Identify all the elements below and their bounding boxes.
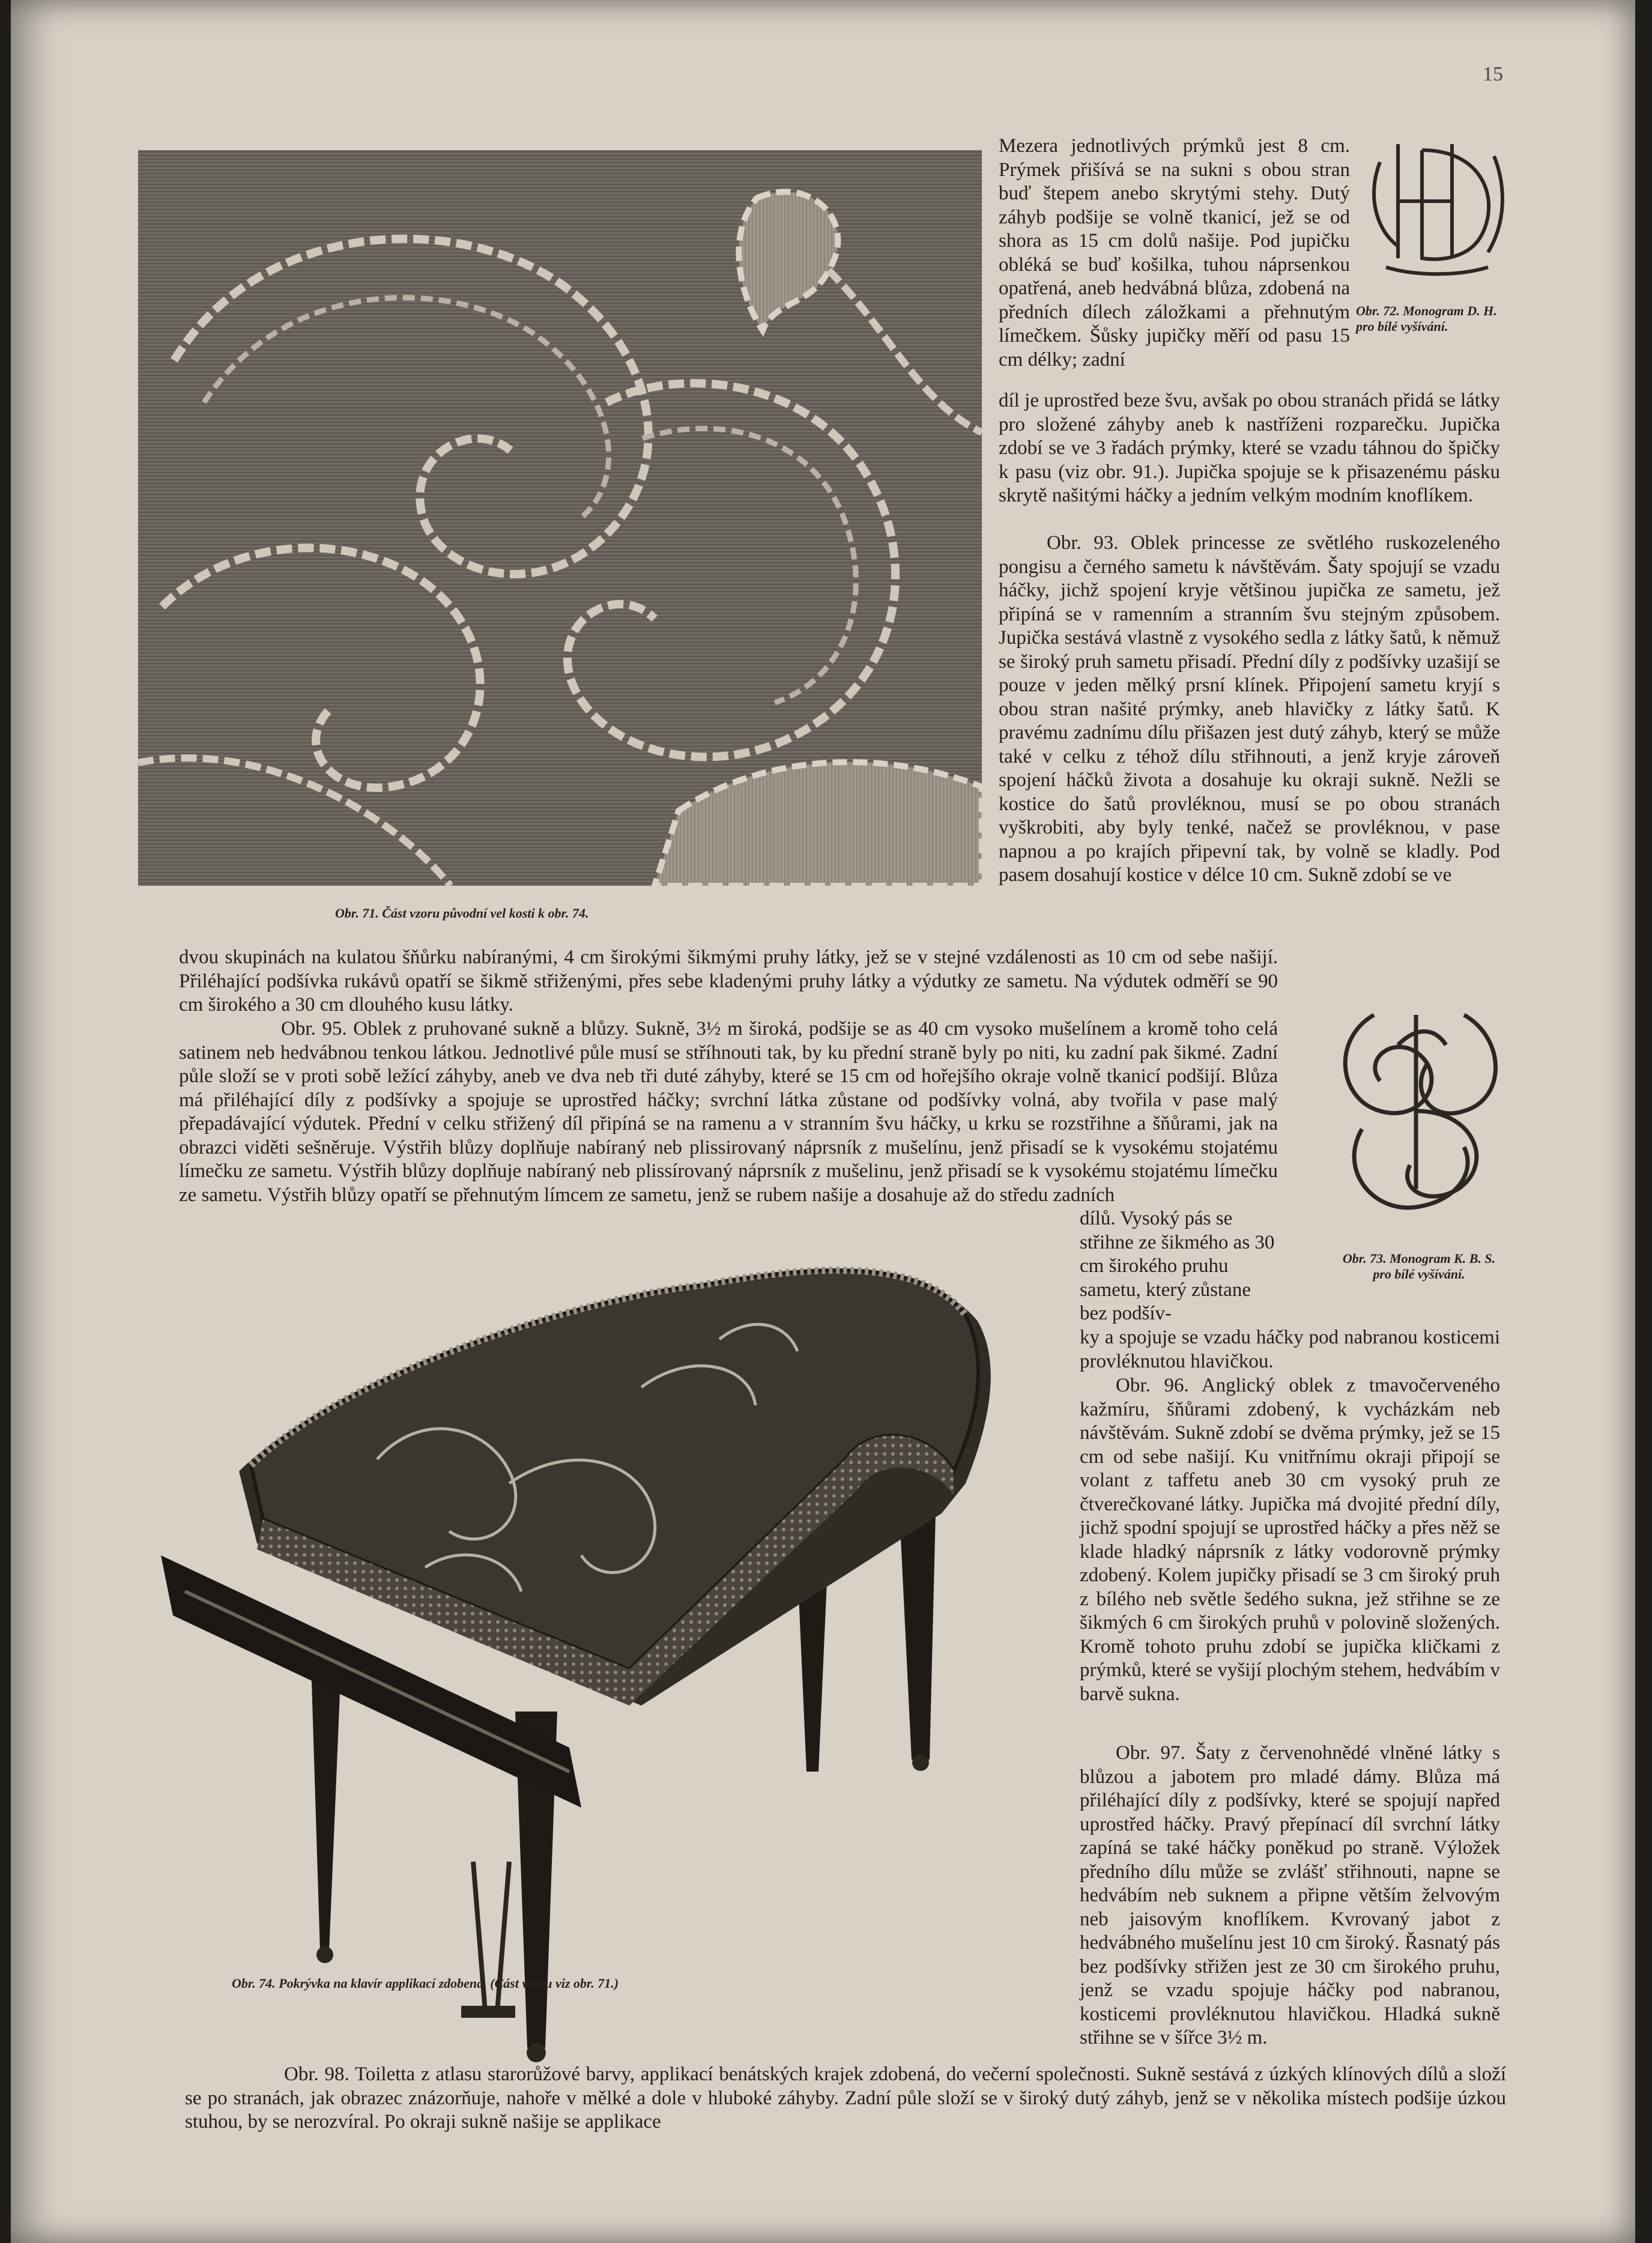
figure-71-pattern: [138, 150, 982, 886]
figure-73-monogram: [1326, 991, 1518, 1231]
paragraph-3: Obr. 93. Oblek princesse ze světlého ruskozeleného pongisu a černého sametu k návštěvám. Šaty spojují se vzadu háčky, jichž spojení kryje většinou jupička ze sametu, jež připíná se v ramenním a stranním švu stejným způsobem. Jupička sestává vlastně z vysokého sedla z látky šatů, k němuž se široký pruh sametu přisadí. Přední díly z podšívky uzašijí se pouze v jeden mělký prsní klínek. Připojení sametu kryjí s obou stran našité prýmky, aneb hlavičky z látky šatů. K pravému zadnímu dílu přišazen jest dutý záhyb, který se může také v celku z téhož dílu střihnouti, a jenž kryje zároveň spojení háčků života a dosahuje ku okraji sukně. Nežli se kostice do šatů provléknou, musí se po obou stranách vyškrobiti, aby byly tenké, načež se provléknou, v pase napnou a po krajích připevní tak, by volně se kladly. Pod pasem dosahují kostice v délce 10 cm. Sukně zdobí se ve: [999, 532, 1500, 886]
paragraph-4: dvou skupinách na kulatou šňůrku nabíranými, 4 cm širokými šikmými pruhy látky, jež se v stejné vzdálenosti as 10 cm od sebe našijí. Přiléhající podšívka rukávů opatří se šikmě střiženými, přes sebe kladenými pruhy látky a výdutky ze sametu. Na výdutek odměří se 90 cm širokého a 30 cm dlouhého kusu látky.: [179, 946, 1278, 1016]
figure-72-monogram: [1362, 126, 1512, 282]
magazine-page: [11, 0, 1635, 2243]
monogram-dh-image: [1362, 126, 1512, 282]
figure-74-caption: Obr. 74. Pokrývka na klavír applikací zdobená. (Část vzoru viz obr. 71.): [231, 1976, 619, 1991]
paragraph-9: Obr. 97. Šaty z červenohnědé vlněné látky s blůzou a jabotem pro mladé dámy. Blůza má přiléhající díly z podšívky, které se spojují napřed uprostřed háčky. Pravý přepínací díl svrchní látky zapíná se také háčky poněkud po straně. Výložek předního dílu může se zvlášť střihnouti, napne se hedvábím neb suknem a připne větším želvovým neb jaisovým knoflíkem. Kvrovaný jabot z hedvábného mušelínu jest 10 cm široký. Řasnatý pás bez podšívky střižen jest ze 30 cm širokého pruhu, jenž se vzadu spojuje háčky pod nabranou, kosticemi provléknutou hlavičkou. Hladká sukně střihne se v šířce 3½ m.: [1080, 1742, 1500, 2048]
paragraph-10: Obr. 98. Toiletta z atlasu starorůžové barvy, applikací benátských krajek zdobená, do večerní společnosti. Sukně sestává z úzkých klínových dílů a složí se po stranách, jak obrazec znázorňuje, nahoře v mělké a dole v hluboké záhyby. Zadní půle složí se v široký dutý záhyb, jenž se v několika místech podšije úzkou stuhou, by se nerozvíral. Po okraji sukně našije se applikace: [185, 2063, 1506, 2133]
paragraph-2: díl je uprostřed beze švu, avšak po obou stranách přidá se látky pro složené záhyby aneb k nastříženi rozparečku. Jupička zdobí se ve 3 řadách prýmky, které se vzadu táhnou do špičky k pasu (viz obr. 91.). Jupička spojuje se k přisazenému pásku skrytě našitými háčky a jedním velkým modním knoflíkem.: [999, 390, 1500, 506]
page-number: 15: [1483, 63, 1503, 85]
appliqué-pattern-image: [138, 150, 982, 886]
grand-piano-image: [149, 1231, 1002, 2087]
figure-72-caption: Obr. 72. Monogram D. H. pro bílé vyšívání.: [1356, 303, 1497, 334]
paragraph-6: dílů. Vysoký pás se střihne ze šikmého as 30 cm širokého pruhu sametu, který zůstane bez podšív-: [1080, 1208, 1275, 1324]
paragraph-5: Obr. 95. Oblek z pruhované sukně a blůzy. Sukně, 3½ m široká, podšije se as 40 cm vysoko mušelínem a kromě toho celá satinem neb hedvábnou tenkou látkou. Jednotlivé půle musí se stříhnouti tak, by ku přední straně byly po niti, ku zadní pak šikmé. Zadní půle složí se v proti sobě ležící záhyby, aneb ve dva neb tři duté záhyby, které se 15 cm od hořejšího okraje volně tkanicí podšijí. Blůza má přiléhající díly z podšívky a spojuje se uprostřed háčky; svrchní látka zůstane od podšívky volná, aby tvořila v pase malý přepadávající výdutek. Přední v celku střižený díl připíná se na ramenu a v stranním švu háčky, u krku se rozstřihne a šňůrami, jak na obrazci viděti sešněruje. Výstřih blůzy doplňuje nabíraný neb plissirovaný náprsník z mušelínu, jenž přisadí se k vysokému stojatému límečku ze sametu. Výstřih blůzy doplňuje nabíraný neb plissírovaný náprsník z mušelinu, jenž přisadí se k vysokému stojatému límečku ze sametu. Výstřih blůzy opatří se přehnutým límcem ze sametu, jenž se rubem našije a dosahuje až do středu zadních: [179, 1018, 1278, 1206]
monogram-kbs-image: [1326, 991, 1518, 1231]
paragraph-1: Mezera jednotlivých prýmků jest 8 cm. Prýmek přišívá se na sukni s obou stran buď štepem anebo skrytými stehy. Dutý záhyb podšije se volně tkanicí, jež se od shora as 15 cm dolů našije. Pod jupičku obléká se buď košilka, tuhou náprsenkou opatřená, aneb hedvábná blůza, zdobená na předních dílech záložkami a přehnutým límečkem. Šůsky jupičky měří od pasu 15 cm délky; zadní: [999, 135, 1350, 371]
figure-71-caption: Obr. 71. Část vzoru původní vel kosti k obr. 74.: [335, 906, 589, 921]
figure-73-caption: Obr. 73. Monogram K. B. S. pro bílé vyšívání.: [1342, 1251, 1496, 1282]
paragraph-7: ky a spojuje se vzadu háčky pod nabranou kosticemi provléknutou hlavičkou.: [1080, 1327, 1500, 1372]
paragraph-8: Obr. 96. Anglický oblek z tmavočerveného kažmíru, šňůrami zdobený, k vycházkám neb návštěvám. Sukně zdobí se dvěma prýmky, jež se 15 cm od sebe našijí. Ku vnitřnímu okraji připojí se volant z taffetu aneb 30 cm vysoký pruh ze čtverečkované látky. Jupička má dvojité přední díly, jichž spodní spojují se uprostřed háčky a přes něž se klade hladký náprsník z látky vodorovně prýmky zdobený. Kolem jupičky přisadí se 3 cm široký pruh z bílého neb světle šedého sukna, jež střihne se ze šikmých 6 cm širokých pruhů v polovině složených. Kromě tohoto pruhu zdobí se jupička kličkami z prýmků, které se vyšijí plochým stehem, hedvábím v barvě sukna.: [1080, 1375, 1500, 1705]
figure-74-piano: [149, 1231, 1002, 2087]
